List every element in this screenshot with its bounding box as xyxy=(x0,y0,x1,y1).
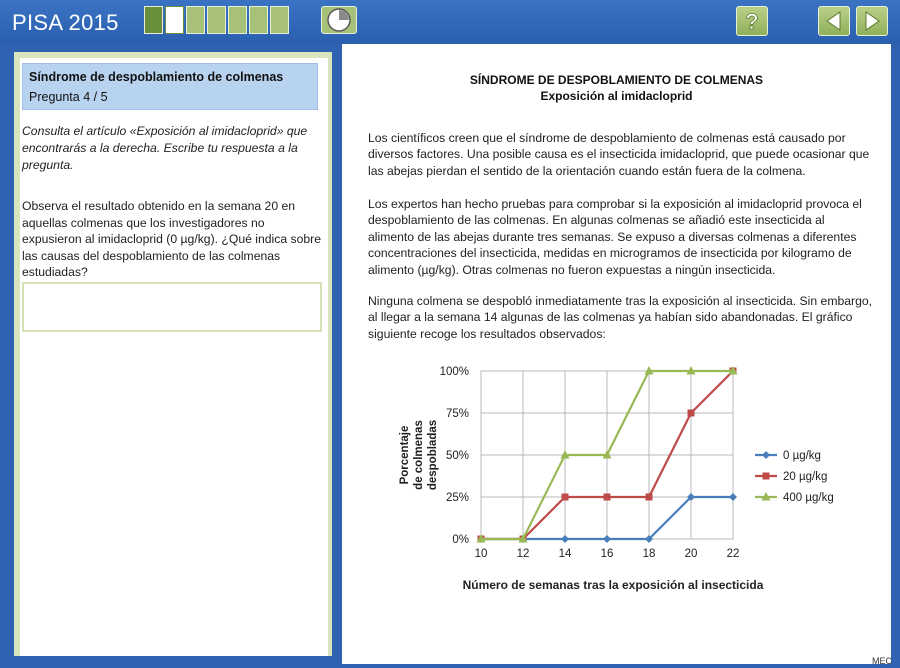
x-tick-label: 22 xyxy=(726,548,740,560)
legend-marker xyxy=(762,451,770,459)
data-point xyxy=(604,494,611,501)
y-tick-label: 75% xyxy=(445,408,469,420)
progress-cell-current xyxy=(165,6,184,34)
y-tick-label: 0% xyxy=(452,534,469,546)
progress-cell xyxy=(228,6,247,34)
previous-button[interactable] xyxy=(818,6,850,36)
credit-label: MEC xyxy=(872,656,892,666)
article-title: SÍNDROME DE DESPOBLAMIENTO DE COLMENAS xyxy=(469,73,764,87)
arrow-left-icon xyxy=(823,10,845,32)
timer-button[interactable] xyxy=(321,6,357,34)
article-paragraph: Ninguna colmena se despobló inmediatamente tras la exposición al insecticida. Sin embargo, al llegar a la semana 14 algunas de las colmenas ya habían sido abandonadas. El gráfico siguiente recoge los resultados observados: xyxy=(368,294,873,341)
progress-cell xyxy=(249,6,268,34)
progress-cell xyxy=(270,6,289,34)
legend-label: 400 µg/kg xyxy=(783,492,834,504)
article-paragraph: Los expertos han hecho pruebas para comprobar si la exposición al imidacloprid provoca el despoblamiento de las colmenas. En algunas colmenas se añadió este insecticida al alimento de las abejas durante tres semanas. Se expuso a diversas colmenas a diferentes concentraciones del insecticida, medidas en microgramos de insecticida por kilogramo de alimento (µg/kg). Otras colmenas no fueron expuestas a ningún insecticida. xyxy=(368,197,862,277)
question-number: Pregunta 4 / 5 xyxy=(29,90,108,104)
question-progress xyxy=(144,6,289,34)
x-tick-label: 16 xyxy=(600,548,614,560)
arrow-right-icon xyxy=(861,10,883,32)
y-axis-label-line: de colmenas xyxy=(413,420,425,490)
x-axis-label: Número de semanas tras la exposición al insecticida xyxy=(462,578,764,592)
clock-icon xyxy=(326,7,352,33)
article-paragraph: Los científicos creen que el síndrome de despoblamiento de colmenas está causado por diversos factores. Una posible causa es el insecticida imidacloprid, que puede ocasionar que las abejas pierdan el sentido de la orientación cuando están fuera de la colmena. xyxy=(368,131,870,178)
progress-cell xyxy=(207,6,226,34)
legend-label: 20 µg/kg xyxy=(783,471,828,483)
question-header xyxy=(22,63,318,110)
question-title: Síndrome de despoblamiento de colmenas xyxy=(29,70,284,84)
article-subtitle: Exposición al imidacloprid xyxy=(540,89,693,103)
y-axis-label xyxy=(399,420,439,490)
data-point xyxy=(646,494,653,501)
data-point xyxy=(562,494,569,501)
legend-marker xyxy=(763,473,770,480)
help-button[interactable] xyxy=(736,6,768,36)
svg-text:?: ? xyxy=(745,9,759,33)
y-axis-label-line: Porcentaje xyxy=(399,425,411,485)
colony-loss-chart xyxy=(380,355,870,600)
x-tick-label: 20 xyxy=(684,548,698,560)
question-mark-icon xyxy=(742,9,762,33)
y-tick-label: 100% xyxy=(439,366,469,378)
y-axis-label-line: despobladas xyxy=(427,419,439,491)
x-tick-label: 18 xyxy=(642,548,656,560)
article-heading xyxy=(342,72,891,104)
question-text: Observa el resultado obtenido en la semana 20 en aquellas colmenas que los investigadores no expusieron al imidacloprid (0 µg/kg). ¿Qué indica sobre las causas del despoblamiento de las colmenas estudiadas? xyxy=(22,199,321,280)
y-tick-label: 25% xyxy=(445,492,469,504)
x-tick-label: 10 xyxy=(474,548,488,560)
top-bar xyxy=(0,0,900,44)
y-tick-label: 50% xyxy=(445,450,469,462)
legend-label: 0 µg/kg xyxy=(783,450,821,462)
progress-cell xyxy=(186,6,205,34)
question-instruction: Consulta el artículo «Exposición al imidacloprid» que encontrarás a la derecha. Escribe tu respuesta a la pregunta. xyxy=(22,124,308,172)
x-tick-label: 12 xyxy=(516,548,530,560)
x-tick-label: 14 xyxy=(558,548,572,560)
next-button[interactable] xyxy=(856,6,888,36)
answer-field[interactable] xyxy=(22,282,322,332)
data-point xyxy=(688,410,695,417)
progress-cell xyxy=(144,6,163,34)
brand-title: PISA 2015 xyxy=(12,10,119,35)
